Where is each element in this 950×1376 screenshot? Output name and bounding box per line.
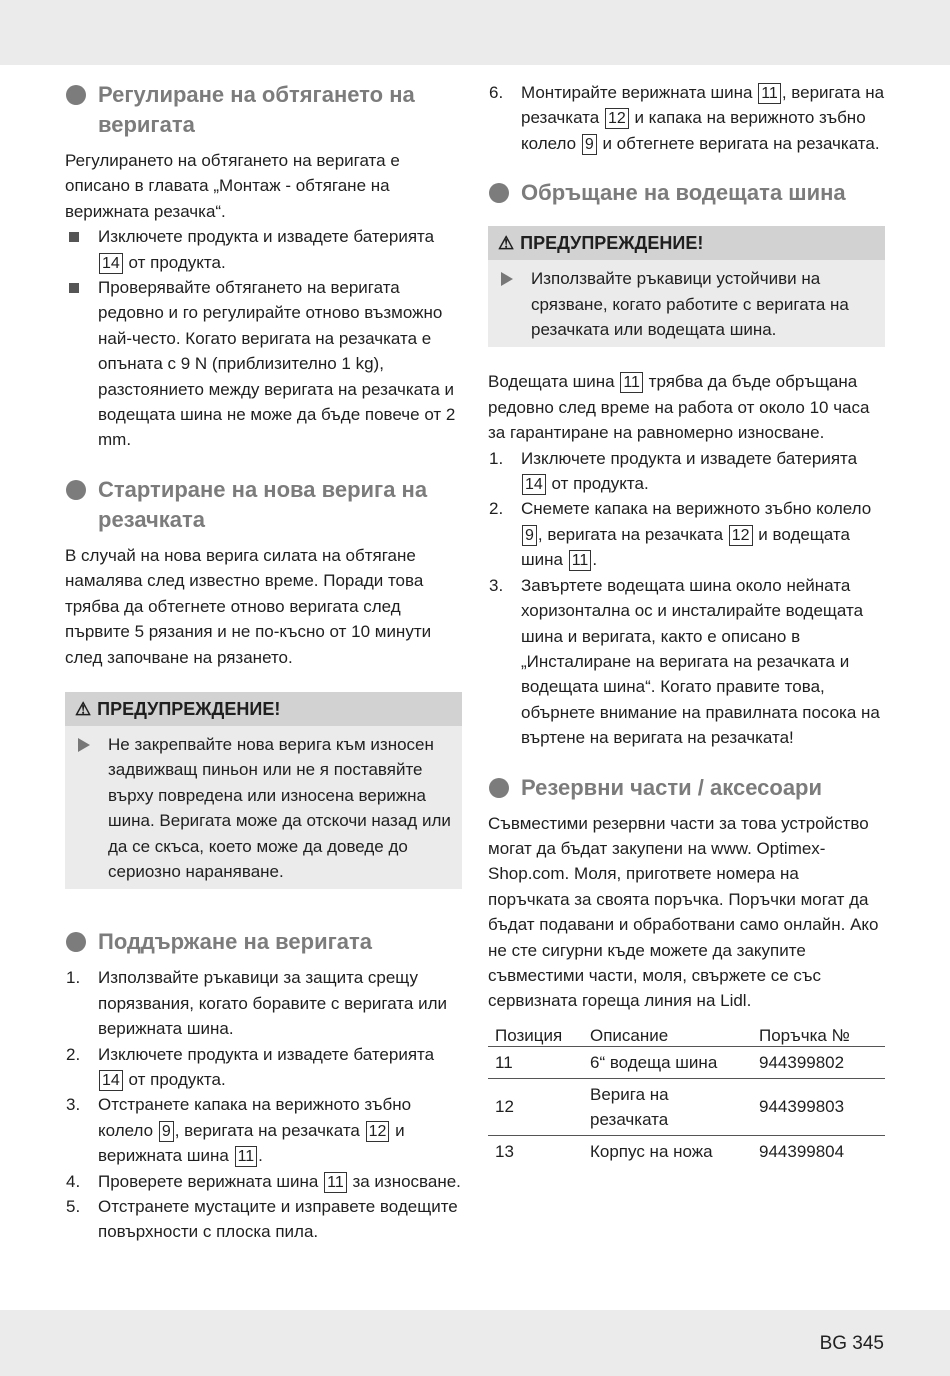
square-bullet-icon [69, 232, 79, 242]
footer-band [0, 1310, 950, 1376]
right-column [488, 80, 885, 1167]
heading-text: Поддържане на веригата [98, 929, 373, 955]
heading-text: Стартиране на нова верига на резачката [98, 476, 428, 532]
warning-header: ⚠ ПРЕДУПРЕЖДЕНИЕ! [65, 692, 462, 726]
paragraph: Водещата шина 11 трябва да бъде обръщана редовно след време на работа от около 10 часа за гарантиране на равномерно износване. [488, 372, 870, 443]
part-reference: 14 [522, 474, 546, 495]
part-reference: 9 [159, 1121, 174, 1142]
list-item: 6. Монтирайте верижната шина 11 , веригата на резачката 12 и капака на верижното зъбно колело 9 и обтегнете веригата на резачката. [489, 83, 885, 153]
bullet-circle-icon [66, 85, 86, 105]
warning-box [65, 692, 462, 889]
table-cell: Верига на резачката [583, 1078, 752, 1135]
list-item: 5. Отстранете мустаците и изправете водещите повърхности с плоска пила. [66, 1197, 458, 1242]
table-cell: 6“ водеща шина [583, 1046, 752, 1078]
table-cell: 944399803 [752, 1078, 885, 1135]
list-item: 2. Изключете продукта и извадете батерията 14 от продукта. [66, 1044, 435, 1089]
part-reference: 9 [522, 525, 537, 546]
numbered-list [65, 965, 462, 1244]
header-band [0, 0, 950, 65]
section-heading-chain-tension [65, 80, 462, 140]
table-header-row [488, 1022, 885, 1047]
warning-triangle-icon: ⚠ [498, 233, 515, 254]
part-reference: 12 [366, 1121, 390, 1142]
list-item: 4. Проверете верижната шина 11 за износване. [66, 1171, 461, 1191]
list-item: 1. Използвайте ръкавици за защита срещу порязвания, когато боравите с веригата или верижната шина. [66, 968, 447, 1039]
bullet-circle-icon [66, 480, 86, 500]
bullet-circle-icon [66, 932, 86, 952]
part-reference: 12 [729, 525, 753, 546]
list-item: 1. Изключете продукта и извадете батерията 14 от продукта. [489, 448, 858, 494]
arrow-right-icon [78, 738, 90, 752]
table-cell: 11 [488, 1046, 583, 1078]
section-heading-chain-maintenance [65, 927, 462, 957]
table-cell: 944399804 [759, 1141, 845, 1161]
bullet-circle-icon [489, 778, 509, 798]
part-reference: 11 [569, 550, 592, 571]
table-row [488, 1135, 885, 1167]
column-header: Поръчка № [752, 1022, 885, 1047]
part-reference: 11 [758, 83, 781, 104]
paragraph: Регулирането на обтягането на веригата е описано в главата „Монтаж - обтягане на верижната резачка“. [65, 151, 400, 221]
column-header: Позиция [488, 1022, 583, 1047]
warning-triangle-icon: ⚠ [75, 698, 92, 719]
warning-box [488, 226, 885, 347]
column-header: Описание [583, 1022, 752, 1047]
list-item: Проверявайте обтягането на веригата редовно и го регулирайте отново възможно най-често. Когато веригата на резачката е опъната с 9 N (приблизително 1 kg), разстоянието между веригата на резачката и водещата шина не може да бъде повече от 2 mm. [65, 275, 462, 453]
section-heading-turn-guide-bar [488, 178, 885, 208]
left-column [65, 80, 462, 1245]
table-cell: Корпус на ножа [590, 1141, 713, 1161]
section-heading-spare-parts [488, 773, 885, 803]
part-reference: 12 [605, 108, 629, 129]
warning-header: ⚠ ПРЕДУПРЕЖДЕНИЕ! [488, 226, 885, 260]
numbered-list [488, 446, 885, 751]
arrow-right-icon [501, 272, 513, 286]
square-bullet-icon [69, 283, 79, 293]
bullet-list [65, 224, 462, 453]
spare-parts-table [488, 1022, 885, 1167]
part-reference: 11 [324, 1172, 347, 1193]
paragraph: В случай на нова верига силата на обтягане намалява след известно време. Поради това трябва да обтегнете отново веригата след първите 5 рязания и не по-късно от 10 минути след започване на рязането. [65, 545, 432, 667]
list-item: 3. Отстранете капака на верижното зъбно колело 9 , веригата на резачката 12 и верижната шина 11 . [66, 1095, 412, 1166]
part-reference: 11 [235, 1146, 258, 1167]
paragraph: Съвместими резервни части за това устройство могат да бъдат закупени на www. Optimex-Shop.com. Моля, пригответе номера на поръчката за своята поръчка. Поръчки могат да бъдат подавани и обработвани само онлайн. Ако не сте сигурни къде можете да закупите съвместими части, моля, свържете се със сервизната гореща линия на Lidl. [488, 813, 879, 1011]
list-item: 3. Завъртете водещата шина около нейната хоризонтална ос и инсталирайте водещата шина и веригата, както е описано в „Инсталиране на веригата на резачката и водещата шина“. Когато правите това, обърнете внимание на правилната посока на въртене на веригата на резачката! [489, 575, 880, 748]
table-row [488, 1046, 885, 1078]
list-item: 2. Снемете капака на верижното зъбно колело 9 , веригата на резачката 12 и водещата шина 11 . [489, 499, 872, 570]
heading-text: Регулиране на обтягането на веригата [98, 82, 415, 137]
warning-body: Използвайте ръкавици устойчиви на срязване, когато работите с веригата на резачката или водещата шина. [488, 260, 885, 347]
table-cell: 944399802 [752, 1046, 885, 1078]
part-reference: 14 [99, 1070, 123, 1091]
section-heading-new-chain [65, 475, 462, 535]
heading-text: Обръщане на водещата шина [521, 180, 846, 206]
bullet-circle-icon [489, 183, 509, 203]
part-reference: 9 [582, 134, 597, 155]
part-reference: 11 [620, 372, 643, 393]
warning-body: Не закрепвайте нова верига към износен задвижващ пиньон или не я поставяйте върху повредена или износена верижна шина. Веригата може да отскочи назад или да се скъса, което може да доведе до сериозно нараняване. [65, 726, 462, 889]
list-item: Изключете продукта и извадете батерията 14 от продукта. [65, 224, 462, 275]
page-number: BG 345 [819, 1333, 884, 1354]
numbered-list-continued [488, 80, 885, 156]
heading-text: Резервни части / аксесоари [521, 774, 823, 800]
table-cell: 13 [495, 1141, 514, 1161]
table-cell: 12 [488, 1078, 583, 1135]
table-row [488, 1078, 885, 1135]
part-reference: 14 [99, 253, 123, 274]
